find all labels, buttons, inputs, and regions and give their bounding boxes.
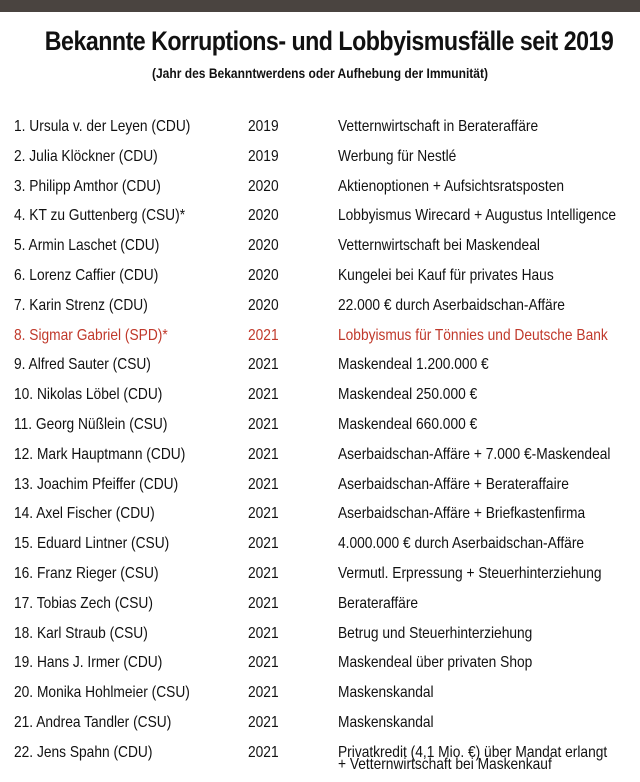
person-name: 20. Monika Hohlmeier (CSU) [14, 684, 190, 702]
case-description: Aserbaidschan-Affäre + Briefkastenfirma [338, 505, 586, 523]
case-description: Aserbaidschan-Affäre + 7.000 €-Maskendeal [338, 445, 611, 463]
case-year: 2021 [248, 445, 279, 463]
case-year: 2021 [248, 386, 279, 404]
page-subtitle: (Jahr des Bekanntwerdens oder Aufhebung der Immunität) [151, 65, 489, 81]
list-item-continuation: + Vetternwirtschaft bei Maskenkauf [338, 756, 552, 773]
list-item [0, 321, 640, 351]
person-name: 6. Lorenz Caffier (CDU) [14, 266, 159, 284]
page-title: Bekannte Korruptions- und Lobbyismusfälle seit 2019 [44, 26, 614, 56]
list-item [0, 589, 640, 619]
case-description: Privatkredit (4,1 Mio. €) über Mandat erlangt [338, 743, 608, 761]
case-year: 2021 [248, 594, 279, 612]
case-description: Lobbyismus für Tönnies und Deutsche Bank [338, 326, 608, 344]
list-item [0, 142, 640, 172]
list-item [0, 231, 640, 261]
case-year: 2020 [248, 296, 279, 314]
list-item [0, 440, 640, 470]
case-list [0, 112, 640, 768]
case-year: 2021 [248, 475, 279, 493]
person-name: 11. Georg Nüßlein (CSU) [14, 415, 168, 433]
case-description: Maskenskandal [338, 684, 434, 702]
person-name: 16. Franz Rieger (CSU) [14, 564, 159, 582]
case-description: Aserbaidschan-Affäre + Berateraffaire [338, 475, 569, 493]
case-year: 2020 [248, 266, 279, 284]
case-year: 2021 [248, 326, 279, 344]
case-description: Lobbyismus Wirecard + Augustus Intelligence [338, 207, 617, 225]
list-item [0, 261, 640, 291]
person-name: 21. Andrea Tandler (CSU) [14, 713, 172, 731]
list-item [0, 619, 640, 649]
list-item [0, 380, 640, 410]
case-year: 2021 [248, 356, 279, 374]
case-description: Werbung für Nestlé [338, 147, 457, 165]
person-name: 5. Armin Laschet (CDU) [14, 237, 160, 255]
list-item [0, 529, 640, 559]
case-description: Vetternwirtschaft in Berateraffäre [338, 118, 539, 135]
person-name: 18. Karl Straub (CSU) [14, 624, 148, 642]
person-name: 9. Alfred Sauter (CSU) [14, 356, 151, 374]
case-description: Maskendeal 660.000 € [338, 415, 478, 433]
person-name: 8. Sigmar Gabriel (SPD)* [14, 326, 168, 344]
case-description: Vetternwirtschaft bei Maskendeal [338, 237, 540, 255]
case-year: 2021 [248, 654, 279, 672]
list-item [0, 410, 640, 440]
case-year: 2021 [248, 415, 279, 433]
case-description: Maskendeal über privaten Shop [338, 654, 533, 672]
person-name: 2. Julia Klöckner (CDU) [14, 147, 158, 165]
person-name: 12. Mark Hauptmann (CDU) [14, 445, 186, 463]
person-name: 15. Eduard Lintner (CSU) [14, 535, 170, 553]
person-name: 7. Karin Strenz (CDU) [14, 296, 148, 314]
case-description: Maskendeal 1.200.000 € [338, 356, 489, 374]
case-description: 22.000 € durch Aserbaidschan-Affäre [338, 296, 565, 314]
case-description: 4.000.000 € durch Aserbaidschan-Affäre [338, 535, 585, 553]
person-name: 4. KT zu Guttenberg (CSU)* [14, 207, 186, 225]
case-year: 2019 [248, 147, 279, 165]
list-item [0, 470, 640, 500]
case-year: 2021 [248, 684, 279, 702]
case-year: 2020 [248, 207, 279, 225]
case-year: 2019 [248, 118, 279, 135]
case-description: Vermutl. Erpressung + Steuerhinterziehung [338, 564, 602, 582]
person-name: 14. Axel Fischer (CDU) [14, 505, 155, 523]
case-year: 2020 [248, 177, 279, 195]
list-item [0, 172, 640, 202]
case-year: 2021 [248, 624, 279, 642]
person-name: 22. Jens Spahn (CDU) [14, 743, 153, 761]
case-year: 2021 [248, 564, 279, 582]
person-name: 10. Nikolas Löbel (CDU) [14, 386, 163, 404]
person-name: 1. Ursula v. der Leyen (CDU) [14, 118, 191, 135]
person-name: 19. Hans J. Irmer (CDU) [14, 654, 163, 672]
list-item [0, 350, 640, 380]
list-item [0, 112, 640, 142]
person-name: 13. Joachim Pfeiffer (CDU) [14, 475, 179, 493]
list-item [0, 648, 640, 678]
case-year: 2021 [248, 743, 279, 761]
list-item [0, 559, 640, 589]
case-year: 2020 [248, 237, 279, 255]
list-item [0, 499, 640, 529]
case-year: 2021 [248, 535, 279, 553]
case-description: Kungelei bei Kauf für privates Haus [338, 266, 554, 284]
case-description: Betrug und Steuerhinterziehung [338, 624, 533, 642]
case-description: Berateraffäre [338, 594, 419, 612]
case-description: Maskendeal 250.000 € [338, 386, 478, 404]
case-year: 2021 [248, 713, 279, 731]
case-description: Maskenskandal [338, 713, 434, 731]
list-item [0, 291, 640, 321]
list-item [0, 201, 640, 231]
case-year: 2021 [248, 505, 279, 523]
case-description: Aktienoptionen + Aufsichtsratsposten [338, 177, 565, 195]
top-bar [0, 0, 640, 12]
person-name: 3. Philipp Amthor (CDU) [14, 177, 161, 195]
list-item [0, 678, 640, 708]
person-name: 17. Tobias Zech (CSU) [14, 594, 153, 612]
list-item [0, 708, 640, 738]
